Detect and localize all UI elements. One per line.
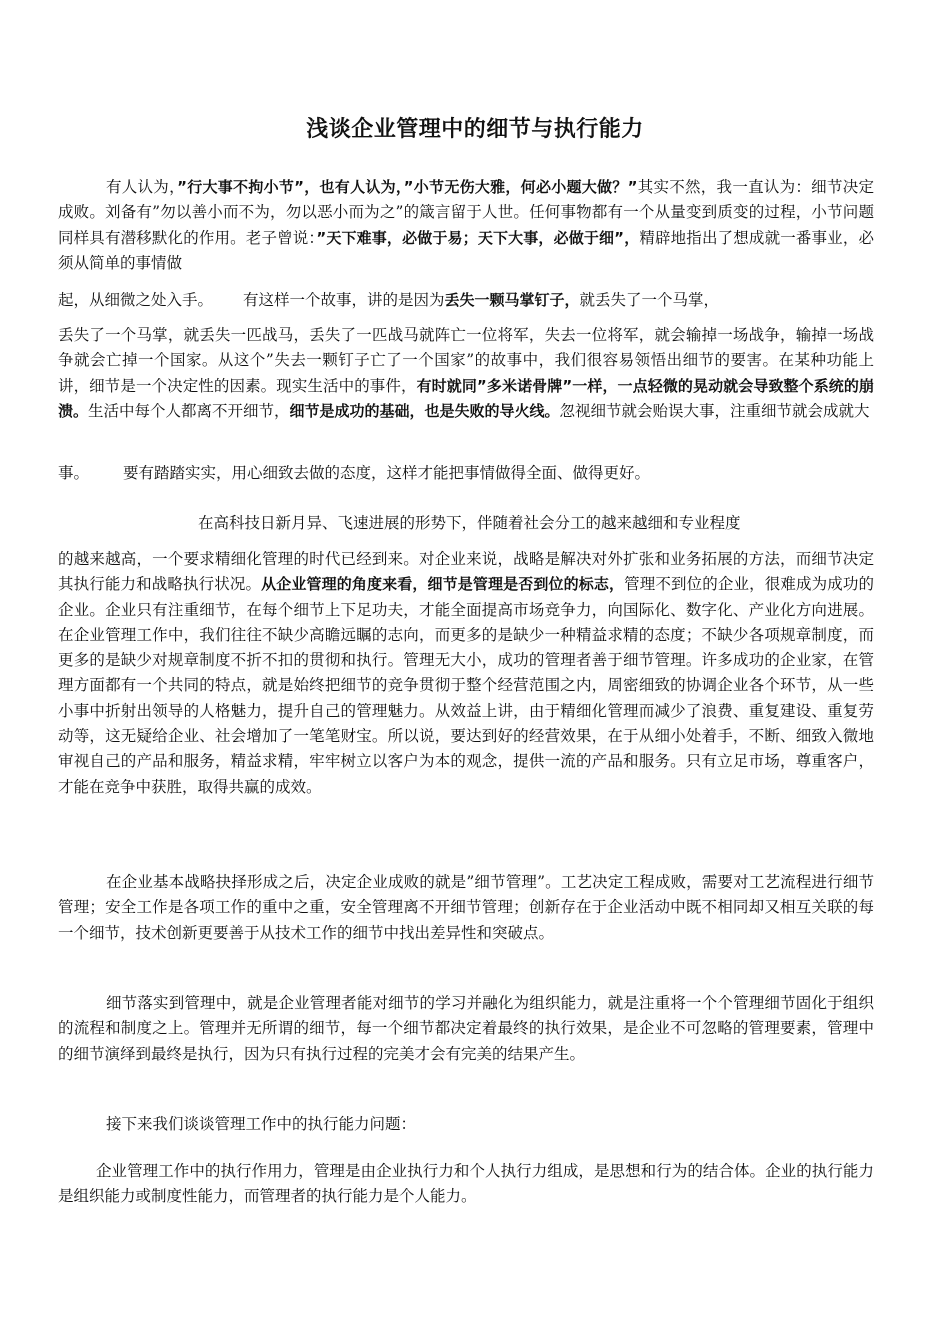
- paragraph-1: [58, 175, 874, 276]
- p1c-text-1: 丢失了一个马掌，就丢失一匹战马，丢失了一匹战马就阵亡一位将军，失去一位将军，就会输掉一场战争，输掉一场战争就会亡掉一个国家。从这个”失去一颗钉子亡了一个国家”的故事中，我们很容易领悟出细节的要害。在某种功能上讲，细节是一个决定性的因素。现实生活中的事件，: [58, 326, 874, 395]
- p1-text-1: 有人认为，: [106, 178, 178, 196]
- paragraph-6: [58, 1159, 874, 1210]
- p1c-bold-domino: 有时就同”多米诺骨牌”一样，一点轻微的晃动就会导致整个系统的崩溃。: [58, 376, 874, 420]
- paragraph-1b: [58, 288, 874, 313]
- p1b-text-2: 有这样一个故事，讲的是因为: [243, 291, 445, 309]
- p1c-text-3: 忽视细节就会贻误大事，注重细节就会成就大: [559, 401, 870, 420]
- p1-text-2: 其实不然，我一直认为：细节决定成败。刘备有”勿以善小而不为，勿以恶小而为之”的箴言留于人世。任何事物都有一个从量变到质变的过程，小节问题同样具有潜移默化的作用。老子曾说：: [58, 178, 874, 247]
- paragraph-3: [58, 870, 874, 946]
- p1d-text-1: 事。: [58, 464, 90, 482]
- p1-bold-laozi: ”天下难事，必做于易；天下大事，必做于细”，: [316, 228, 640, 247]
- p1b-text-3: 就丢失了一个马掌，: [579, 291, 720, 309]
- p1-bold-quote: ”行大事不拘小节”，也有人认为，”小节无伤大雅，何必小题大做？”: [177, 178, 638, 196]
- paragraph-4: [58, 991, 874, 1067]
- p1-text-3: 精辟地指出了想成就一番事业，必须从简单的事情做: [58, 228, 874, 272]
- p6-text: 企业管理工作中的执行作用力，管理是由企业执行力和个人执行力组成，是思想和行为的结合体。企业的执行能力是组织能力或制度性能力，而管理者的执行能力是个人能力。: [58, 1162, 874, 1206]
- p5-text: 接下来我们谈谈管理工作中的执行能力问题：: [106, 1115, 417, 1133]
- p1b-bold-nail: 丢失一颗马掌钉子，: [444, 291, 580, 309]
- p1c-bold-foundation: 细节是成功的基础，也是失败的导火线。: [289, 401, 560, 420]
- p2a-text: 在高科技日新月异、飞速进展的形势下，伴随着社会分工的越来越细和专业程度: [198, 514, 741, 532]
- p1c-text-2: 生活中每个人都离不开细节，: [88, 401, 290, 420]
- p4-text: 细节落实到管理中，就是企业管理者能对细节的学习并融化为组织能力，就是注重将一个个管理细节固化于组织的流程和制度之上。管理并无所谓的细节，每一个细节都决定着最终的执行效果，是企业不可忽略的管理要素，管理中的细节演绎到最终是执行，因为只有执行过程的完美才会有完美的结果产生。: [58, 994, 874, 1063]
- paragraph-1d: [58, 461, 874, 486]
- paragraph-1c: [58, 323, 874, 424]
- document-title: 浅谈企业管理中的细节与执行能力: [306, 117, 644, 142]
- p1d-text-2: 要有踏踏实实，用心细致去做的态度，这样才能把事情做得全面、做得更好。: [123, 464, 651, 482]
- p1b-text-1: 起，从细微之处入手。: [58, 291, 214, 309]
- p2-text-1: 的越来越高，一个要求精细化管理的时代已经到来。对企业来说，战略是解决对外扩张和业务拓展的方法，而细节决定其执行能力和战略执行状况。: [58, 550, 874, 594]
- p2-bold-management: 从企业管理的角度来看，细节是管理是否到位的标志，: [261, 575, 625, 594]
- p3-text: 在企业基本战略抉择形成之后，决定企业成败的就是”细节管理”。工艺决定工程成败，需要对工艺流程进行细节管理；安全工作是各项工作的重中之重，安全管理离不开细节管理；创新存在于企业活动中既不相同却又相互关联的每一个细节，技术创新更要善于从技术工作的细节中找出差异性和突破点。: [58, 873, 874, 942]
- paragraph-2-first-line: [198, 511, 878, 536]
- paragraph-5: [58, 1112, 874, 1137]
- p2-text-2: 管理不到位的企业，很难成为成功的企业。企业只有注重细节，在每个细节上下足功夫，才能全面提高市场竞争力，向国际化、数字化、产业化方向进展。在企业管理工作中，我们往往不缺少高瞻远瞩的志向，而更多的是缺少一种精益求精的态度；不缺少各项规章制度，而更多的是缺少对规章制度不折不扣的贯彻和执行。管理无大小，成功的管理者善于细节管理。许多成功的企业家，在管理方面都有一个共同的特点，就是始终把细节的竞争贯彻于整个经营范围之内，周密细致的协调企业各个环节，从一些小事中折射出领导的人格魅力，提升自己的管理魅力。从效益上讲，由于精细化管理而减少了浪费、重复建设、重复劳动等，这无疑给企业、社会增加了一笔笔财宝。所以说，要达到好的经营效果，在于从细小处着手，不断、细致入微地审视自己的产品和服务，精益求精，牢牢树立以客户为本的观念，提供一流的产品和服务。只有立足市场，尊重客户，才能在竞争中获胜，取得共赢的成效。: [58, 575, 874, 796]
- paragraph-2: [58, 547, 874, 800]
